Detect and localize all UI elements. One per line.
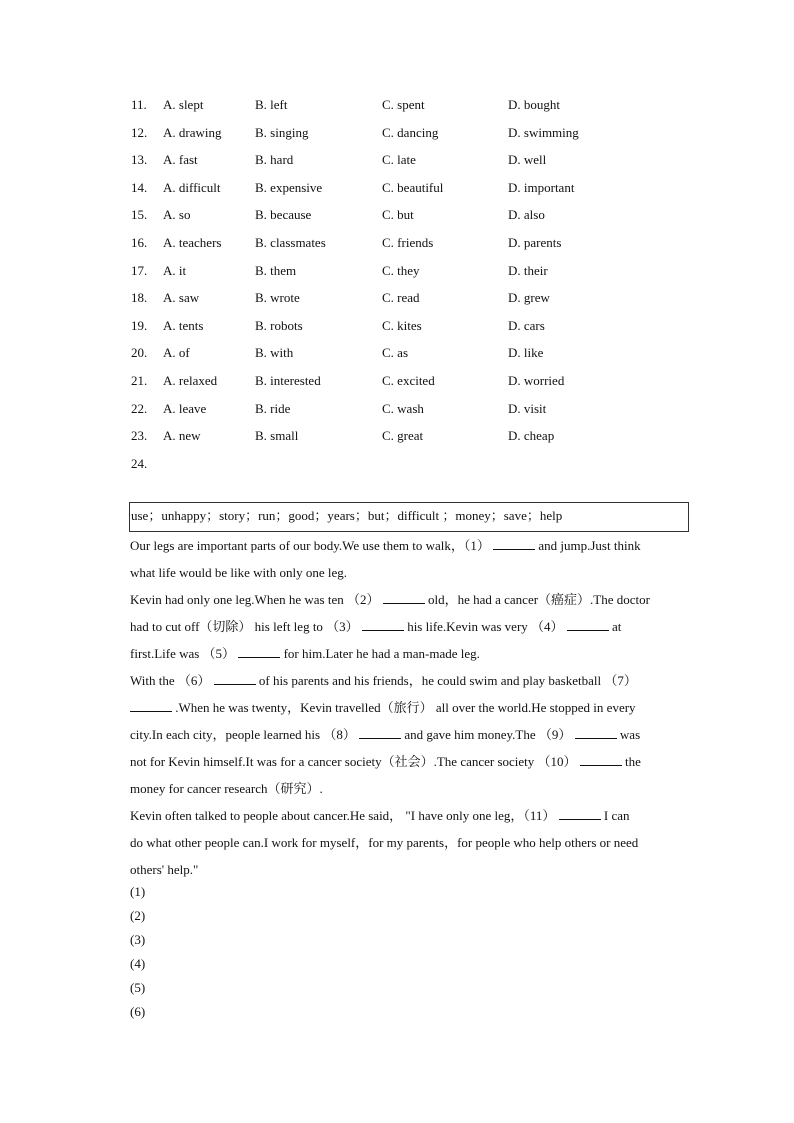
question-number: 15. <box>131 207 148 223</box>
passage-line: Our legs are important parts of our body.We use them to walk，（1） and jump.Just think <box>130 538 641 553</box>
answer-line-3[interactable]: (3) <box>130 932 146 947</box>
option-b[interactable]: B. robots <box>255 317 303 333</box>
option-a[interactable]: A. new <box>163 428 201 444</box>
passage-line: had to cut off（切除） his left leg to （3） his life.Kevin was very （4） at <box>130 619 622 634</box>
option-b[interactable]: B. hard <box>255 152 294 168</box>
option-b[interactable]: B. classmates <box>255 235 326 250</box>
option-c[interactable]: C. they <box>382 262 420 278</box>
option-a[interactable]: A. it <box>163 262 187 278</box>
question-number: 11. <box>131 97 147 112</box>
passage-line: not for Kevin himself.It was for a cancer society（社会）.The cancer society （10） the <box>130 754 641 769</box>
option-c[interactable]: C. great <box>382 428 424 444</box>
question-number: 14. <box>131 179 148 195</box>
passage-line: Kevin often talked to people about cancer.He said， "I have only one leg，（11） I can <box>130 808 630 823</box>
question-number: 13. <box>131 152 148 168</box>
answer-line-5[interactable]: (5) <box>130 980 146 995</box>
passage-line: Kevin had only one leg.When he was ten （2） old，he had a cancer（癌症）.The doctor <box>130 592 650 607</box>
blank-5[interactable] <box>238 645 280 658</box>
answer-line-6[interactable]: (6) <box>130 1004 146 1019</box>
blank-11[interactable] <box>559 807 601 820</box>
option-d[interactable]: D. like <box>508 345 544 361</box>
blank-4[interactable] <box>567 618 609 631</box>
option-a[interactable]: A. teachers <box>163 235 222 250</box>
option-b[interactable]: B. because <box>255 207 312 223</box>
option-d[interactable]: D. also <box>508 207 545 223</box>
option-b[interactable]: B. them <box>255 262 297 278</box>
option-b[interactable]: B. small <box>255 428 299 444</box>
option-c[interactable]: C. as <box>382 345 408 361</box>
option-a[interactable]: A. fast <box>163 152 198 168</box>
option-d[interactable]: D. bought <box>508 97 560 112</box>
passage-line: first.Life was （5） for him.Later he had a man-made leg. <box>130 646 480 661</box>
option-b[interactable]: B. ride <box>255 400 291 416</box>
option-b[interactable]: B. interested <box>255 373 321 388</box>
option-a[interactable]: A. so <box>163 207 191 223</box>
option-c[interactable]: C. read <box>382 290 420 306</box>
option-b[interactable]: B. with <box>255 345 294 361</box>
passage-line: .When he was twenty，Kevin travelled（旅行） all over the world.He stopped in every <box>130 696 696 723</box>
passage-line: city.In each city，people learned his （8） and gave him money.The （9） was <box>130 727 641 742</box>
answer-list <box>130 882 145 1026</box>
question-number: 23. <box>131 428 148 444</box>
option-d[interactable]: D. grew <box>508 290 550 306</box>
question-number: 20. <box>131 345 148 361</box>
option-c[interactable]: C. spent <box>382 97 425 112</box>
option-d[interactable]: D. swimming <box>508 124 579 140</box>
option-a[interactable]: A. leave <box>163 400 207 416</box>
question-number: 17. <box>131 262 148 278</box>
question-number: 12. <box>131 124 148 140</box>
question-number: 19. <box>131 317 148 333</box>
question-number: 16. <box>131 235 148 250</box>
option-a[interactable]: A. tents <box>163 317 204 333</box>
answer-line-4[interactable]: (4) <box>130 956 146 971</box>
option-d[interactable]: D. worried <box>508 373 565 388</box>
option-a[interactable]: A. of <box>163 345 190 361</box>
blank-6[interactable] <box>214 672 256 685</box>
word-bank-box: use；unhappy；story；run；good；years；but；difficult ；money；save；help <box>129 502 689 532</box>
option-d[interactable]: D. important <box>508 179 575 195</box>
answer-line-1[interactable]: (1) <box>130 884 146 899</box>
option-b[interactable]: B. left <box>255 97 288 112</box>
option-c[interactable]: C. but <box>382 207 414 223</box>
question-number: 18. <box>131 290 148 306</box>
blank-8[interactable] <box>359 726 401 739</box>
option-c[interactable]: C. beautiful <box>382 179 444 195</box>
option-d[interactable]: D. parents <box>508 235 562 250</box>
option-c[interactable]: C. kites <box>382 317 422 333</box>
cloze-passage <box>130 534 696 885</box>
passage-line: With the （6） of his parents and his friends，he could swim and play basketball （7） <box>130 673 637 688</box>
blank-7[interactable] <box>130 699 172 712</box>
option-a[interactable]: A. drawing <box>163 124 222 140</box>
option-c[interactable]: C. wash <box>382 400 424 416</box>
question-number: 22. <box>131 400 148 416</box>
blank-9[interactable] <box>575 726 617 739</box>
option-c[interactable]: C. friends <box>382 235 434 250</box>
option-d[interactable]: D. cheap <box>508 428 555 444</box>
option-d[interactable]: D. well <box>508 152 547 168</box>
passage-line: money for cancer research（研究）. <box>130 781 323 796</box>
option-c[interactable]: C. excited <box>382 373 435 388</box>
option-c[interactable]: C. dancing <box>382 124 439 140</box>
option-b[interactable]: B. wrote <box>255 290 300 306</box>
answer-line-2[interactable]: (2) <box>130 908 146 923</box>
passage-line: what life would be like with only one leg. <box>130 565 347 580</box>
option-a[interactable]: A. slept <box>163 97 204 112</box>
blank-1[interactable] <box>493 537 535 550</box>
blank-3[interactable] <box>362 618 404 631</box>
option-d[interactable]: D. visit <box>508 400 547 416</box>
option-d[interactable]: D. their <box>508 262 548 278</box>
option-a[interactable]: A. relaxed <box>163 373 218 388</box>
blank-2[interactable] <box>383 591 425 604</box>
passage-line: do what other people can.I work for myself，for my parents，for people who help others or need <box>130 835 639 850</box>
option-a[interactable]: A. difficult <box>163 179 221 195</box>
passage-line: others' help." <box>130 862 199 877</box>
option-c[interactable]: C. late <box>382 152 416 168</box>
blank-10[interactable] <box>580 753 622 766</box>
question-24-number: 24. <box>131 456 148 471</box>
option-b[interactable]: B. singing <box>255 124 309 140</box>
option-b[interactable]: B. expensive <box>255 179 323 195</box>
question-number: 21. <box>131 373 148 388</box>
option-a[interactable]: A. saw <box>163 290 200 306</box>
option-d[interactable]: D. cars <box>508 317 545 333</box>
